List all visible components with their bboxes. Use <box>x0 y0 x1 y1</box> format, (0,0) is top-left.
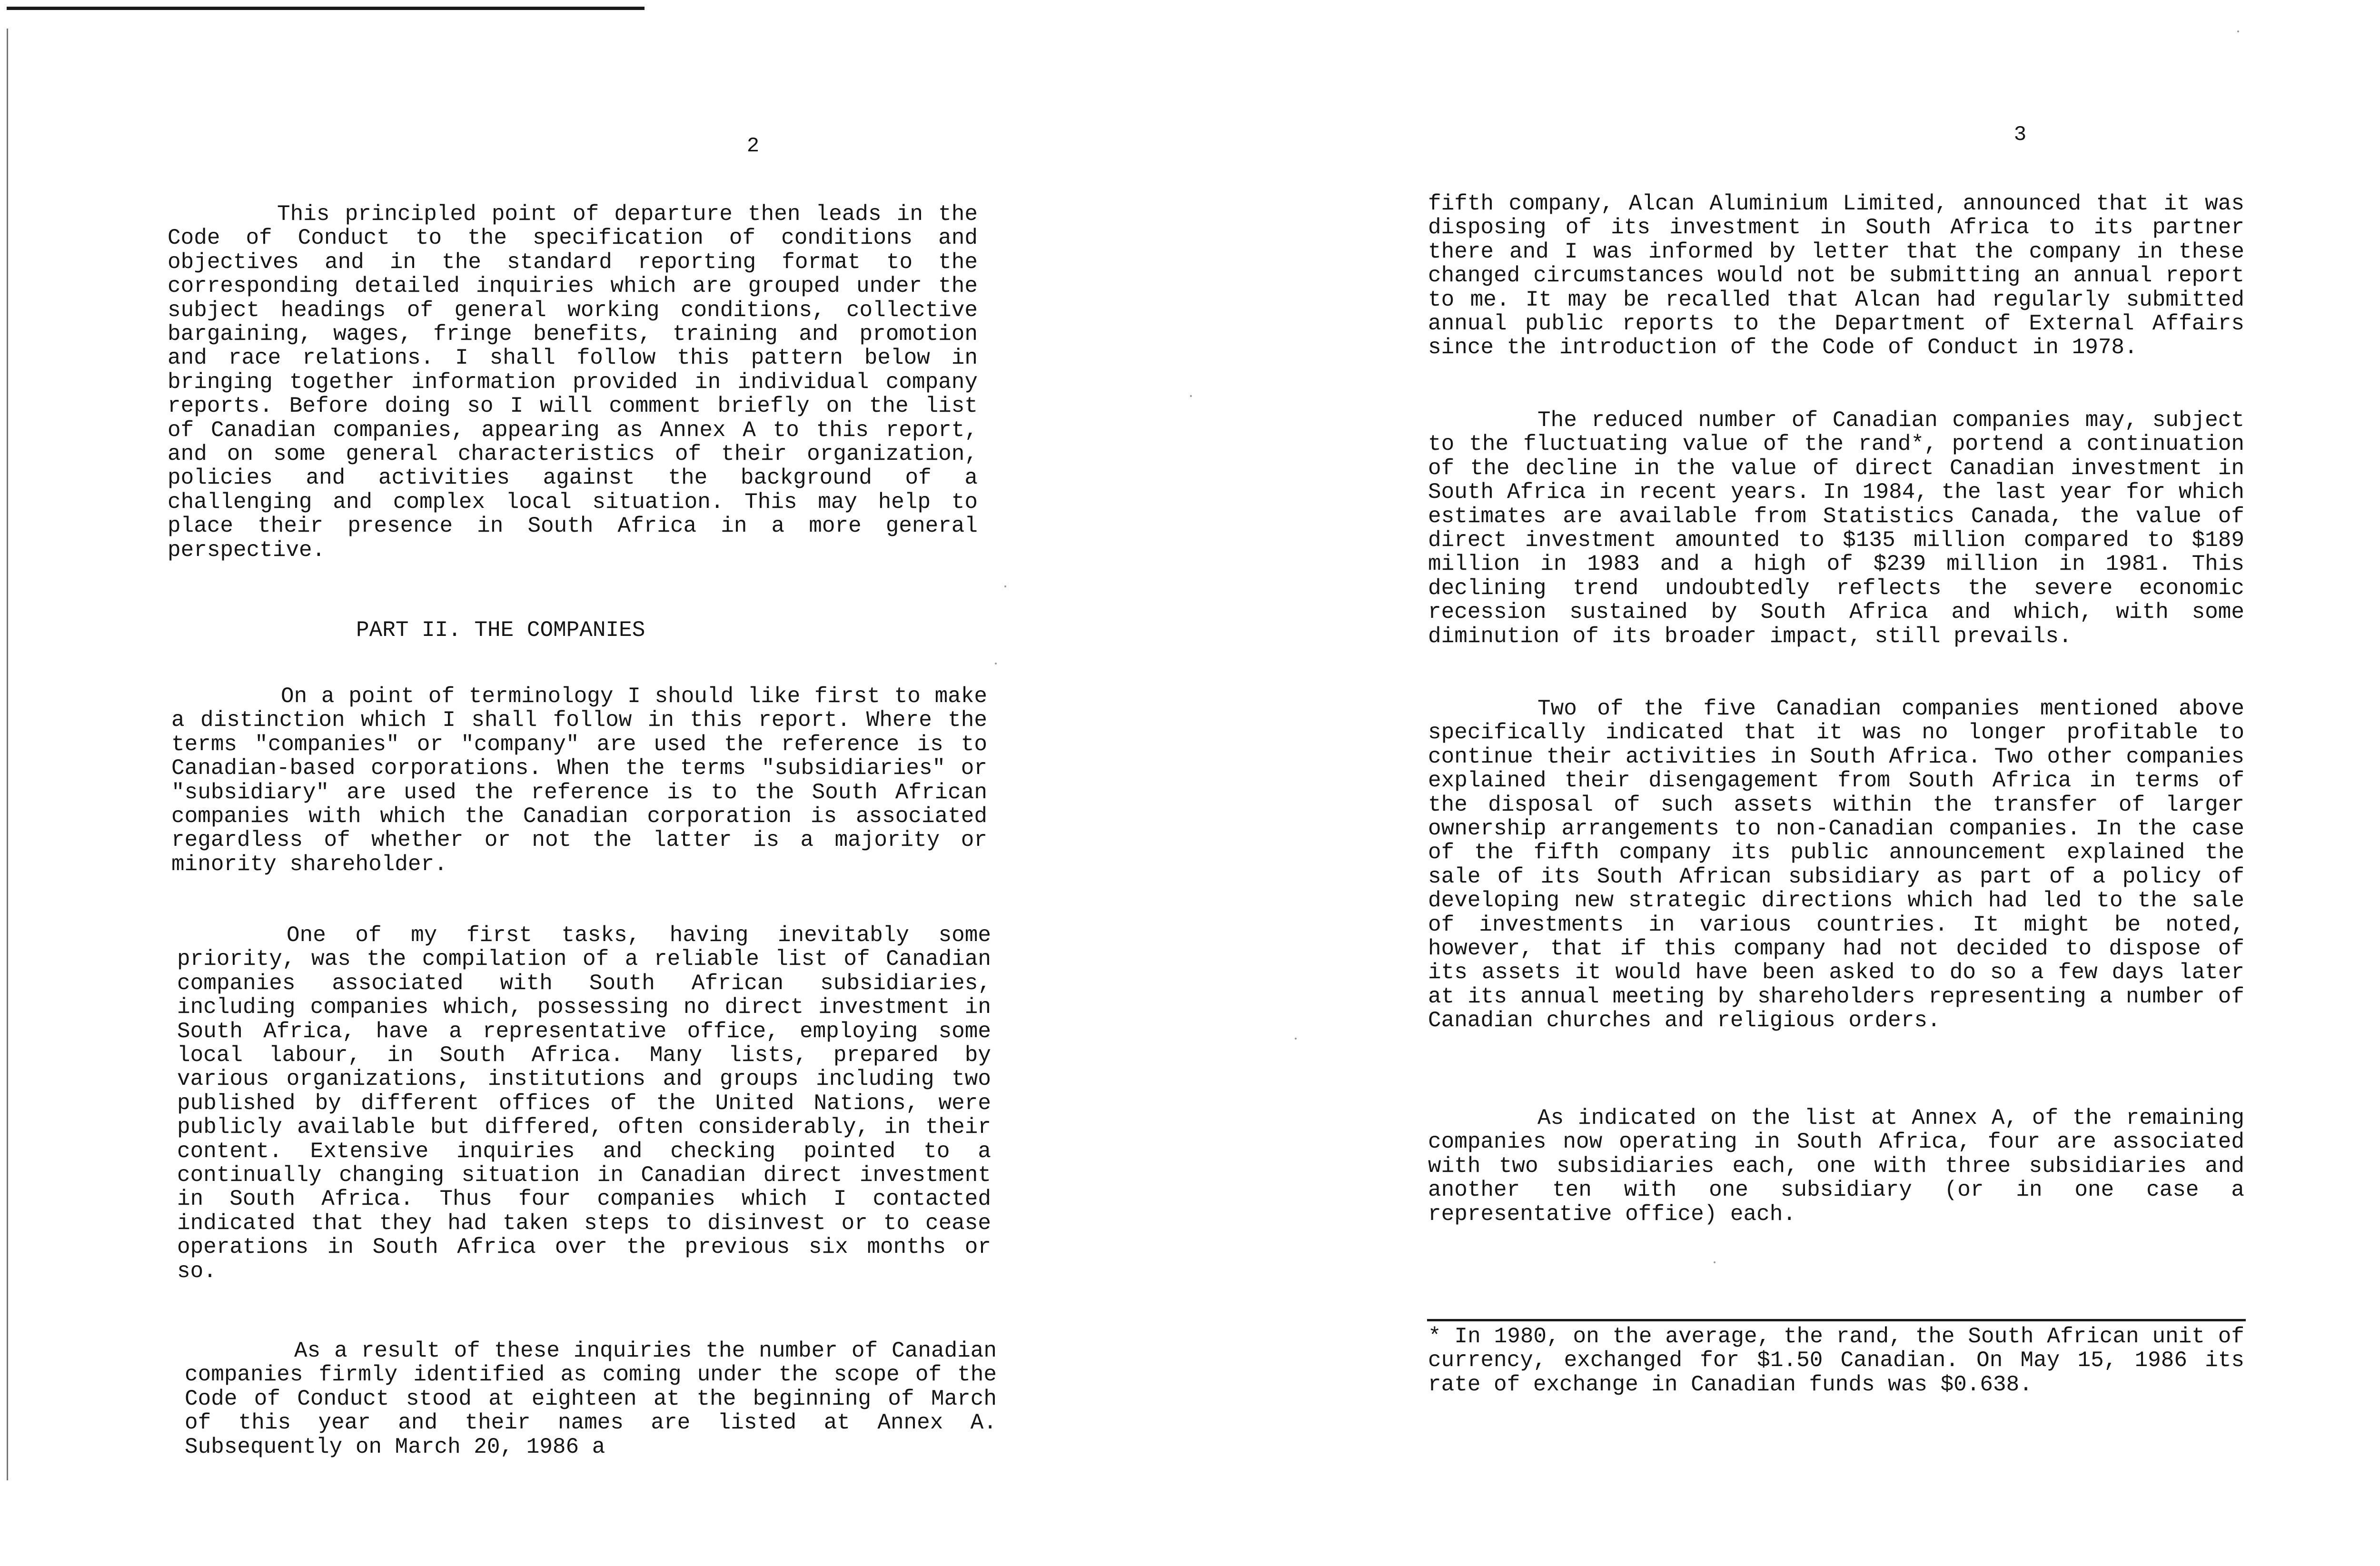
scan-speck <box>1714 1261 1716 1263</box>
left-edge-shadow <box>7 29 8 1480</box>
page-number-left: 2 <box>746 134 760 158</box>
alcan-paragraph: fifth company, Alcan Aluminium Limited, announced that it was disposing of its investment in South Africa to its partner there and I was informed by letter that the company in these changed circumstances would not be submitting an annual report to me. It may be recalled that Alcan had regularly submitted annual public reports to the Department of External Affairs since the introduction of the Code of Conduct in 1978. <box>1428 191 2244 360</box>
compilation-paragraph: One of my first tasks, having inevitably some priority, was the compilation of a reliable list of Canadian companies associated with South African subsidiaries, including companies which, possessing no direct investment in South Africa, have a representative office, employing some local labour, in South Africa. Many lists, prepared by various organizations, institutions and groups including two published by different offices of the United Nations, were publicly available but differed, often considerably, in their content. Extensive inquiries and checking pointed to a continually changing situation in Canadian direct investment in South Africa. Thus four companies which I contacted indicated that they had taken steps to disinvest or to cease operations in South Africa over the previous six months or so. <box>177 923 991 1284</box>
right-body-block-1 <box>1428 192 2244 360</box>
scan-speck <box>1295 1038 1297 1040</box>
remaining-companies-paragraph: As indicated on the list at Annex A, of the remaining companies now operating in South Africa, four are associated with two subsidiaries each, one with three subsidiaries and another ten with one subsidiary (or in one case a representative office) each. <box>1428 1106 2244 1227</box>
top-edge-rule <box>7 7 645 10</box>
right-page <box>1209 0 2380 1566</box>
right-body-block-2 <box>1428 408 2244 648</box>
investment-decline-paragraph: The reduced number of Canadian companies may, subject to the fluctuating value of the rand*, portend a continuation of the decline in the value of direct Canadian investment in South Africa in recent years. In 1984, the last year for which estimates are available from Statistics Canada, the value of direct investment amounted to $135 million compared to $189 million in 1983 and a high of $239 million in 1981. This declining trend undoubtedly reflects the severe economic recession sustained by South Africa and which, with some diminution of its broader impact, still prevails. <box>1428 408 2244 649</box>
left-body-block-3 <box>185 1339 997 1459</box>
intro-text-block <box>168 202 978 562</box>
inquiries-result-paragraph: As a result of these inquiries the number of Canadian companies firmly identified as coming under the scope of the Code of Conduct stood at eighteen at the beginning of March of this year and their names are listed at Annex A. Subsequently on March 20, 1986 a <box>185 1338 997 1459</box>
terminology-paragraph: On a point of terminology I should like first to make a distinction which I shall follow in this report. Where the terms "companies" or "company" are used the reference is to Canadian-based corporations. When the terms "subsidiaries" or "subsidiary" are used the reference is to the South African companies with which the Canadian corporation is associated regardless of whether or not the latter is a majority or minority shareholder. <box>171 684 987 877</box>
footnote-block <box>1428 1325 2244 1397</box>
scan-speck <box>2237 30 2239 32</box>
footnote-text: * In 1980, on the average, the rand, the South African unit of currency, exchanged for $1.50 Canadian. On May 15, 1986 its rate of exchange in Canadian funds was $0.638. <box>1428 1324 2244 1397</box>
left-body-block-2 <box>177 923 991 1283</box>
left-body-block-1 <box>171 684 987 876</box>
page-number-right: 3 <box>2013 123 2027 147</box>
scan-speck <box>1004 585 1006 587</box>
section-heading: PART II. THE COMPANIES <box>356 618 645 643</box>
scan-speck <box>995 663 997 664</box>
footnote-rule <box>1427 1319 2246 1321</box>
disengagement-paragraph: Two of the five Canadian companies mentioned above specifically indicated that it was no longer profitable to continue their activities in South Africa. Two other companies explained their disengagement from South Africa in terms of the disposal of such assets within the transfer of larger ownership arrangements to non-Canadian companies. In the case of the fifth company its public announcement explained the sale of its South African subsidiary as part of a policy of developing new strategic directions which had led to the sale of investments in various countries. It might be noted, however, that if this company had not decided to dispose of its assets it would have been asked to do so a few days later at its annual meeting by shareholders representing a number of Canadian churches and religious orders. <box>1428 696 2244 1033</box>
scan-speck <box>1190 395 1192 397</box>
right-body-block-3 <box>1428 697 2244 1033</box>
right-body-block-4 <box>1428 1106 2244 1226</box>
intro-paragraph: This principled point of departure then leads in the Code of Conduct to the specification of conditions and objectives and in the standard reporting format to the corresponding detailed inquiries which are grouped under the subject headings of general working conditions, collective bargaining, wages, fringe benefits, training and promotion and race relations. I shall follow this pattern below in bringing together information provided in individual company reports. Before doing so I will comment briefly on the list of Canadian companies, appearing as Annex A to this report, and on some general characteristics of their organization, policies and activities against the background of a challenging and complex local situation. This may help to place their presence in South Africa in a more general perspective. <box>168 202 978 563</box>
